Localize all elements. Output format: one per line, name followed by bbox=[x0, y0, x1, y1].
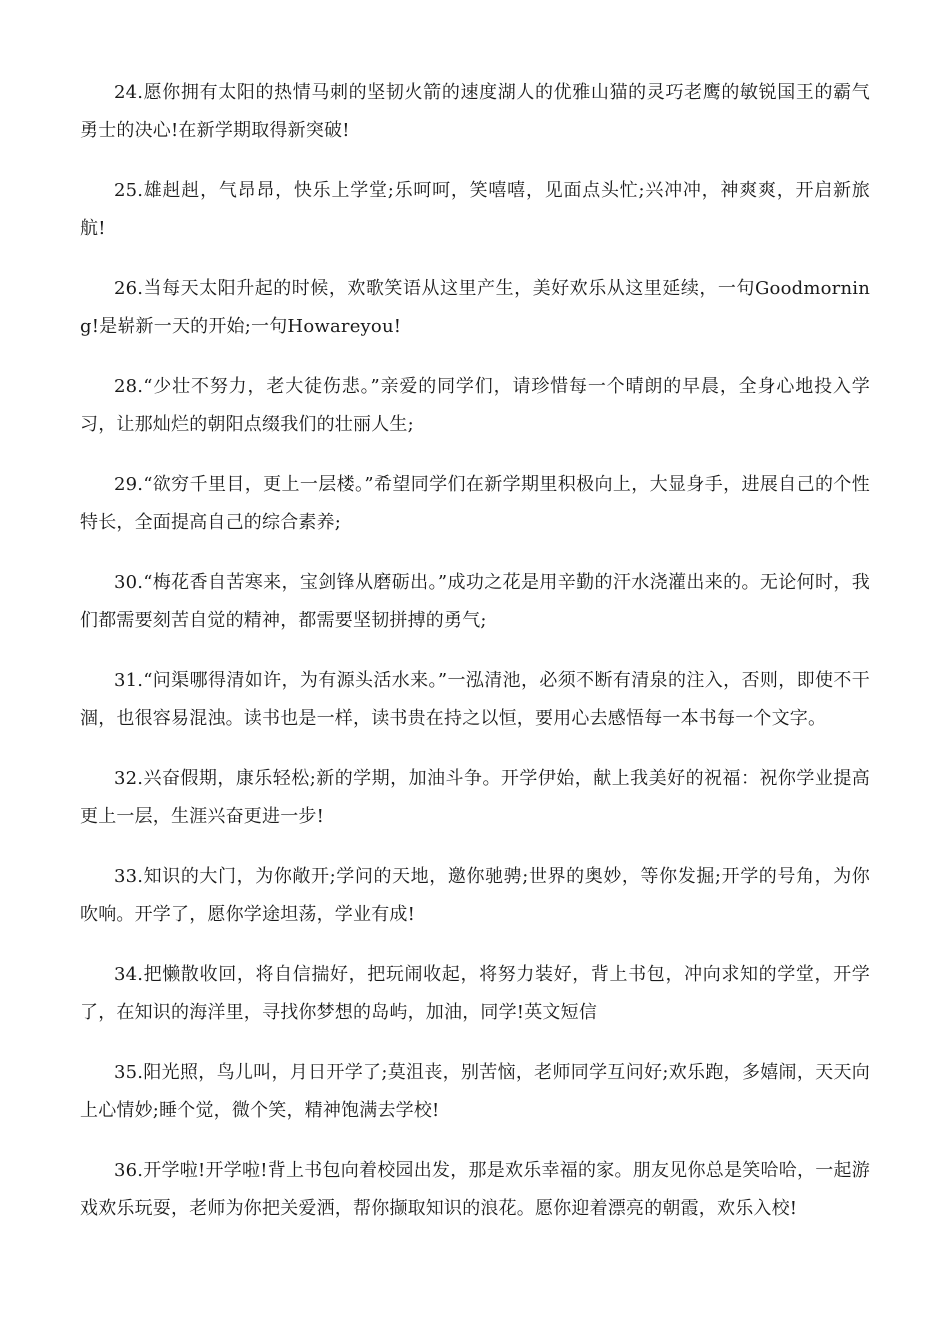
paragraph-26: 26.当每天太阳升起的时候，欢歌笑语从这里产生，美好欢乐从这里延续，一句Goodmorning!是崭新一天的开始;一句Howareyou! bbox=[80, 278, 870, 337]
paragraph-28: 28.“少壮不努力，老大徒伤悲。”亲爱的同学们，请珍惜每一个晴朗的早晨，全身心地投入学习，让那灿烂的朝阳点缀我们的壮丽人生; bbox=[80, 376, 870, 435]
paragraph-29: 29.“欲穷千里目，更上一层楼。”希望同学们在新学期里积极向上，大显身手，进展自己的个性特长，全面提高自己的综合素养; bbox=[80, 474, 870, 533]
paragraph-30: 30.“梅花香自苦寒来，宝剑锋从磨砺出。”成功之花是用辛勤的汗水浇灌出来的。无论何时，我们都需要刻苦自觉的精神，都需要坚韧拼搏的勇气; bbox=[80, 572, 870, 631]
paragraph-32: 32.兴奋假期，康乐轻松;新的学期，加油斗争。开学伊始，献上我美好的祝福：祝你学业提高更上一层，生涯兴奋更进一步! bbox=[80, 768, 870, 827]
paragraph-31: 31.“问渠哪得清如许，为有源头活水来。”一泓清池，必须不断有清泉的注入，否则，即使不干涸，也很容易混浊。读书也是一样，读书贵在持之以恒，要用心去感悟每一本书每一个文字。 bbox=[80, 670, 870, 729]
paragraph-25: 25.雄赳赳，气昂昂，快乐上学堂;乐呵呵，笑嘻嘻，见面点头忙;兴冲冲，神爽爽，开启新旅航! bbox=[80, 180, 870, 239]
paragraph-35: 35.阳光照，鸟儿叫，月日开学了;莫沮丧，别苦恼，老师同学互问好;欢乐跑，多嬉闹，天天向上心情妙;睡个觉，微个笑，精神饱满去学校! bbox=[80, 1062, 870, 1121]
paragraph-36: 36.开学啦!开学啦!背上书包向着校园出发，那是欢乐幸福的家。朋友见你总是笑哈哈，一起游戏欢乐玩耍，老师为你把关爱洒，帮你撷取知识的浪花。愿你迎着漂亮的朝霞，欢乐入校! bbox=[80, 1160, 870, 1219]
paragraph-33: 33.知识的大门，为你敞开;学问的天地，邀你驰骋;世界的奥妙，等你发掘;开学的号角，为你吹响。开学了，愿你学途坦荡，学业有成! bbox=[80, 866, 870, 925]
paragraph-34: 34.把懒散收回，将自信揣好，把玩闹收起，将努力装好，背上书包，冲向求知的学堂，开学了，在知识的海洋里，寻找你梦想的岛屿，加油，同学!英文短信 bbox=[80, 964, 870, 1023]
paragraph-24: 24.愿你拥有太阳的热情马刺的坚韧火箭的速度湖人的优雅山猫的灵巧老鹰的敏锐国王的霸气勇士的决心!在新学期取得新突破! bbox=[80, 82, 870, 141]
document-body bbox=[80, 74, 870, 1250]
